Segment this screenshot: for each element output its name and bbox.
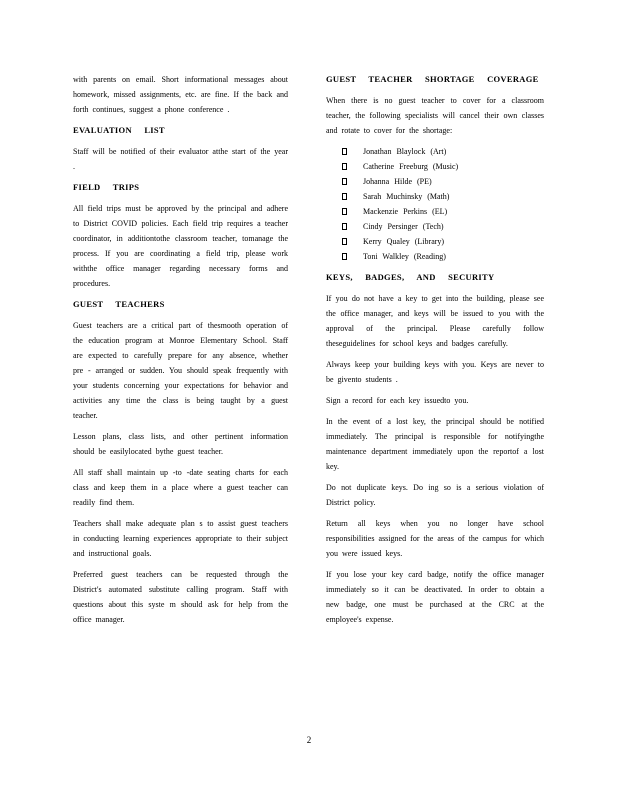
guest-teachers-paragraph: Preferred guest teachers can be requested through the District's automated substitute calling program. Staff with questions about this syste m should ask for help from the office manager. xyxy=(73,570,288,624)
list-item xyxy=(342,249,544,264)
list-item xyxy=(342,144,544,159)
guest-teachers-paragraph: Guest teachers are a critical part of thesmooth operation of the education program at Monroe Elementary School. Staff are expected to carefully prepare for any absence, whether pre - arranged or sudden. You should speak frequently with your students concerning your expectations for behavior and activities any time the class is being taught by a guest teacher. xyxy=(73,321,288,420)
specialist-name: Jonathan Blaylock (Art) xyxy=(363,147,447,156)
specialist-name: Cindy Persinger (Tech) xyxy=(363,222,444,231)
guest-teachers-paragraph: All staff shall maintain up -to -date seating charts for each class and keep them in a place where a guest teacher can readily find them. xyxy=(73,468,288,507)
keys-paragraph: Do not duplicate keys. Do ing so is a serious violation of District policy. xyxy=(326,483,544,507)
square-bullet-icon xyxy=(342,223,347,230)
square-bullet-icon xyxy=(342,238,347,245)
specialist-name: Sarah Muchinsky (Math) xyxy=(363,192,450,201)
guest-teachers-heading: GUEST TEACHERS xyxy=(73,299,165,309)
square-bullet-icon xyxy=(342,148,347,155)
list-item xyxy=(342,159,544,174)
specialist-name: Mackenzie Perkins (EL) xyxy=(363,207,448,216)
keys-paragraph: Sign a record for each key issuedto you. xyxy=(326,396,469,405)
guest-teacher-shortage-heading: GUEST TEACHER SHORTAGE COVERAGE xyxy=(326,74,539,84)
page-number: 2 xyxy=(306,735,312,745)
square-bullet-icon xyxy=(342,178,347,185)
keys-paragraph: If you do not have a key to get into the building, please see the office manager, and keys will be issued to you with the approval of the principal. Please carefully follow theseguidelines for school keys and badges carefully. xyxy=(326,294,544,348)
guest-teacher-shortage-text: When there is no guest teacher to cover for a classroom teacher, the following specialists will cancel their own classes and rotate to cover for the shortage: xyxy=(326,96,544,135)
list-item xyxy=(342,234,544,249)
keys-paragraph: Always keep your building keys with you. Keys are never to be givento students . xyxy=(326,360,544,384)
evaluation-list-heading: EVALUATION LIST xyxy=(73,125,165,135)
keys-paragraph: Return all keys when you no longer have school responsibilities assigned for the areas of the campus for which you were issued keys. xyxy=(326,519,544,558)
specialist-name: Catherine Freeburg (Music) xyxy=(363,162,459,171)
right-column xyxy=(326,72,544,633)
specialist-name: Toni Walkley (Reading) xyxy=(363,252,446,261)
intro-paragraph: with parents on email. Short informational messages about homework, missed assignments, etc. are fine. If the back and forth continues, suggest a phone conference . xyxy=(73,75,288,114)
keys-badges-security-heading: KEYS, BADGES, AND SECURITY xyxy=(326,272,495,282)
guest-teachers-paragraph: Lesson plans, class lists, and other pertinent information should be easilylocated bythe guest teacher. xyxy=(73,432,288,456)
list-item xyxy=(342,174,544,189)
guest-teachers-paragraph: Teachers shall make adequate plan s to assist guest teachers in conducting learning experiences appropriate to their subject and instructional goals. xyxy=(73,519,288,558)
specialist-name: Kerry Qualey (Library) xyxy=(363,237,445,246)
specialists-list xyxy=(326,144,544,264)
keys-paragraph: If you lose your key card badge, notify the office manager immediately so it can be deactivated. In order to obtain a new badge, one must be purchased at the CRC at the employee's expense. xyxy=(326,570,544,624)
square-bullet-icon xyxy=(342,253,347,260)
left-column xyxy=(73,72,288,633)
evaluation-list-text: Staff will be notified of their evaluator atthe start of the year . xyxy=(73,147,288,171)
specialist-name: Johanna Hilde (PE) xyxy=(363,177,432,186)
list-item xyxy=(342,189,544,204)
square-bullet-icon xyxy=(342,163,347,170)
field-trips-heading: FIELD TRIPS xyxy=(73,182,140,192)
list-item xyxy=(342,219,544,234)
list-item xyxy=(342,204,544,219)
keys-paragraph: In the event of a lost key, the principal should be notified immediately. The principal is responsible for notifyingthe maintenance department immediately upon the reportof a lost key. xyxy=(326,417,544,471)
square-bullet-icon xyxy=(342,193,347,200)
field-trips-text: All field trips must be approved by the principal and adhere to District COVID policies. Each field trip requires a teacher coordinator, in additiontothe classroom teacher, tomanage the process. If you are coordinating a field trip, please work withthe office manager regarding necessary forms and procedures. xyxy=(73,204,288,288)
square-bullet-icon xyxy=(342,208,347,215)
